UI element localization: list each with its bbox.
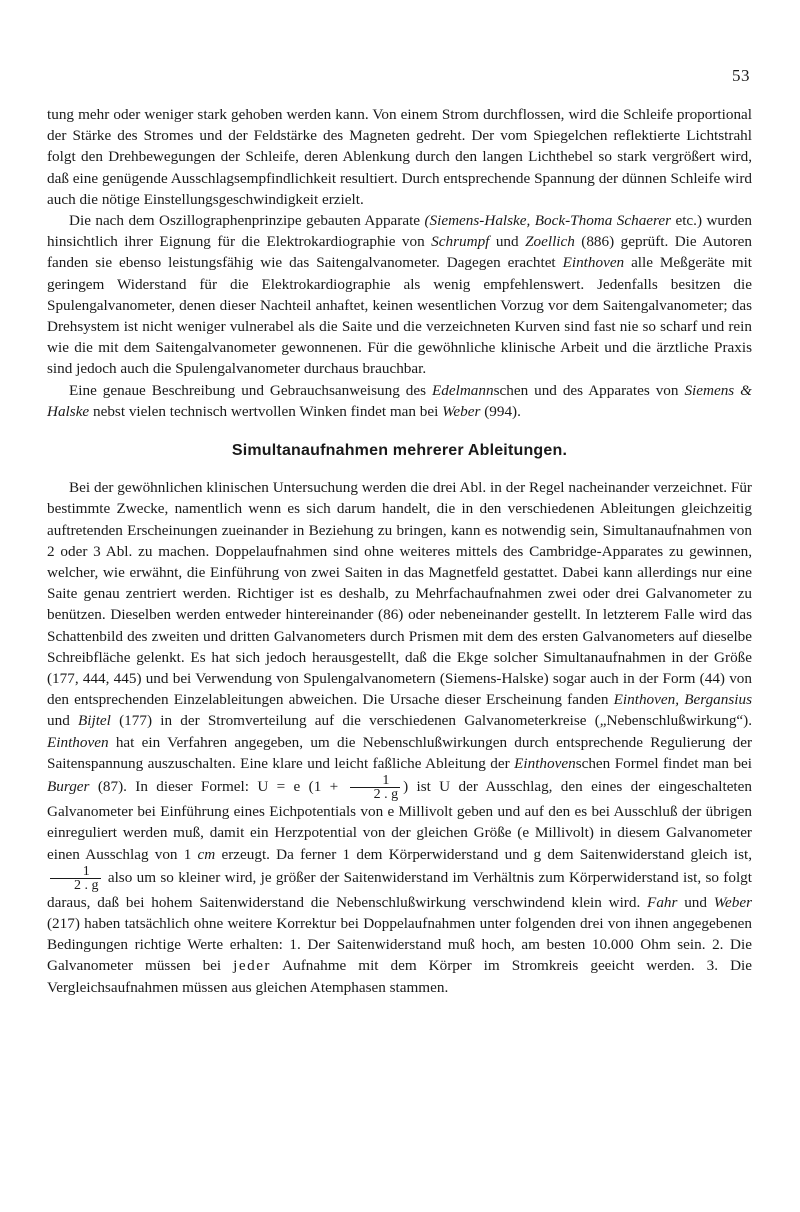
author-name: Weber <box>442 402 481 420</box>
author-name: Einthoven, Bergansius <box>613 691 752 709</box>
author-name: Einthoven <box>562 254 625 272</box>
paragraph-1: tung mehr oder weniger stark gehoben werden kann. Von einem Strom durchflossen, wird die Schleife proportional der Stärke des Stromes und der Feldstärke des Magneten gedreht. Der vom Spiegelchen reflektierte Lichtstrahl folgt den Drehbewegungen der Schleife, deren Ablenkung durch den langen Lichthebel so stark vergrößert wird, daß eine genügende Ausschlagsempfindlichkeit resultiert. Durch entsprechende Spannung der dünnen Schleife wird auch die nötige Einstellungsgeschwindigkeit erzielt. <box>47 106 752 208</box>
author-name: Zoellich <box>525 233 575 251</box>
author-name: Edelmann <box>431 381 494 399</box>
formula-fraction <box>50 865 101 892</box>
author-name: Weber <box>713 893 753 911</box>
author-name: Bijtel <box>78 712 111 730</box>
paragraph-2: Die nach dem Oszillographenprinzipe gebauten Apparate (Siemens-Halske, Bock-Thoma Schaerer etc.) wurden hinsichtlich ihrer Eignung für die Elektrokardiographie von Schrumpf und Zoellich (886) geprüft. Die Autoren fanden sie ebenso leistungsfähig wie das Saitengalvanometer. Dagegen erachtet Einthoven alle Meßgeräte mit geringem Widerstand für die Elektrokardiographie als wenig empfehlenswert. Jedenfalls besitzen die Spulengalvanometer, denen dieser Nachteil anhaftet, keinen wesentlichen Vorzug vor dem Saitengalvanometer; das Drehsystem ist nicht weniger vulnerabel als die Saite und die verzeichneten Kurven sind fast nie so scharf und rein wie die mit dem Saitengalvanometer gewonnenen. Für die gewöhnliche klinische Arbeit und die ärztliche Praxis sind jedoch auch die Spulengalvanometer durchaus brauchbar. <box>47 212 753 378</box>
author-name: Siemens & Halske <box>47 381 752 420</box>
formula-fraction <box>350 774 401 801</box>
fraction-numerator: 1 <box>50 865 101 879</box>
citation: (Siemens-Halske, Bock-Thoma Schaerer <box>424 212 672 230</box>
fraction-numerator: 1 <box>350 774 401 788</box>
section-heading: Simultanaufnahmen mehrerer Ableitungen. <box>231 442 568 460</box>
emphasis: jeder <box>233 957 271 975</box>
author-name: Fahr <box>647 893 678 911</box>
unit: cm <box>197 845 216 863</box>
author-name: Schrumpf <box>431 233 490 251</box>
author-name: Einthoven <box>47 733 109 751</box>
fraction-denominator: 2 . g <box>74 877 99 893</box>
author-name: Einthoven <box>514 754 576 772</box>
fraction-denominator: 2 . g <box>373 787 399 803</box>
paragraph-3: Eine genaue Beschreibung und Gebrauchsanweisung des Edelmannschen und des Apparates von Siemens & Halske nebst vielen technisch wertvollen Winken findet man bei Weber (994). <box>47 381 752 420</box>
page-number: 53 <box>732 66 750 85</box>
paragraph-4: Bei der gewöhnlichen klinischen Untersuchung werden die drei Abl. in der Regel nacheinander verzeichnet. Für bestimmte Zwecke, namentlich wenn es sich darum handelt, die in den verschiedenen Ableitungen gleichzeitig auftretenden Erscheinungen zueinander in Beziehung zu bringen, kann es notwendig sein, Simultanaufnahmen von 2 oder 3 Abl. zu machen. Doppelaufnahmen sind ohne weiteres mittels des Cambridge-Apparates zu gewinnen, welcher, wie erwähnt, die Einführung von zwei Saiten in das Magnetfeld gestattet. Dabei kann allerdings nur eine Saite genau zentriert werden. Richtiger ist es deshalb, zu Mehrfachaufnahmen zwei oder drei Galvanometer zu benützen. Dieselben werden entweder hintereinander (86) oder nebeneinander gestellt. In letzterem Falle wird das Schattenbild des zweiten und dritten Galvanometers durch Prismen mit dem des ersten Galvanometers auf dieselbe Schreibfläche gelenkt. Es hat sich jedoch herausgestellt, daß die Ekge solcher Simultanaufnahmen in der Größe (177, 444, 445) und bei Verwendung von Spulengalvanometern (Siemens-Halske) sogar auch in der Form (44) von den entsprechenden Einzelableitungen abweichen. Die Ursache dieser Erscheinung fanden Einthoven, Bergansius und Bijtel (177) in der Stromverteilung auf die verschiedenen Galvanometerkreise („Nebenschlußwirkung“). Einthoven hat ein Verfahren angegeben, um die Nebenschlußwirkungen durch entsprechende Regulierung der Saitenspannung auszuschalten. Eine klare und leicht faßliche Ableitung der Einthovenschen Formel findet man bei Burger (87). In dieser Formel: U = e (1 + $\frac{1}{2 . g}$ ) ist U der Ausschlag, den eines der eingeschalteten Galvanometer bei Einführung eines Eichpotentials von e Millivolt geben und auf den es bei Ausschluß der übrigen einreguliert werden muß, damit ein Herzpotential von der gleichen Größe (e Millivolt) in diesem Galvanometer einen Ausschlag von 1 cm erzeugt. Da ferner 1 dem Körperwiderstand und g dem Saitenwiderstand gleich ist, $\frac{1}{2 . g}$ also um so kleiner wird, je größer der Saitenwiderstand im Verhältnis zum Körperwiderstand ist, so folgt daraus, daß bei hohem Saitenwiderstand die Nebenschlußwirkung verschwindend klein wird. Fahr und Weber (217) haben tatsächlich ohne weitere Korrektur bei Doppelaufnahmen unter folgenden drei von ihnen angegebenen Bedingungen richtige Werte erhalten: 1. Der Saitenwiderstand muß hoch, am besten 10.000 Ohm sein. 2. Die Galvanometer müssen bei jeder Aufnahme mit dem Körper im Stromkreis geeicht werden. 3. Die Vergleichsaufnahmen müssen aus gleichen Atemphasen stammen. <box>47 479 753 996</box>
page-body <box>47 104 752 998</box>
author-name: Burger <box>47 778 90 796</box>
